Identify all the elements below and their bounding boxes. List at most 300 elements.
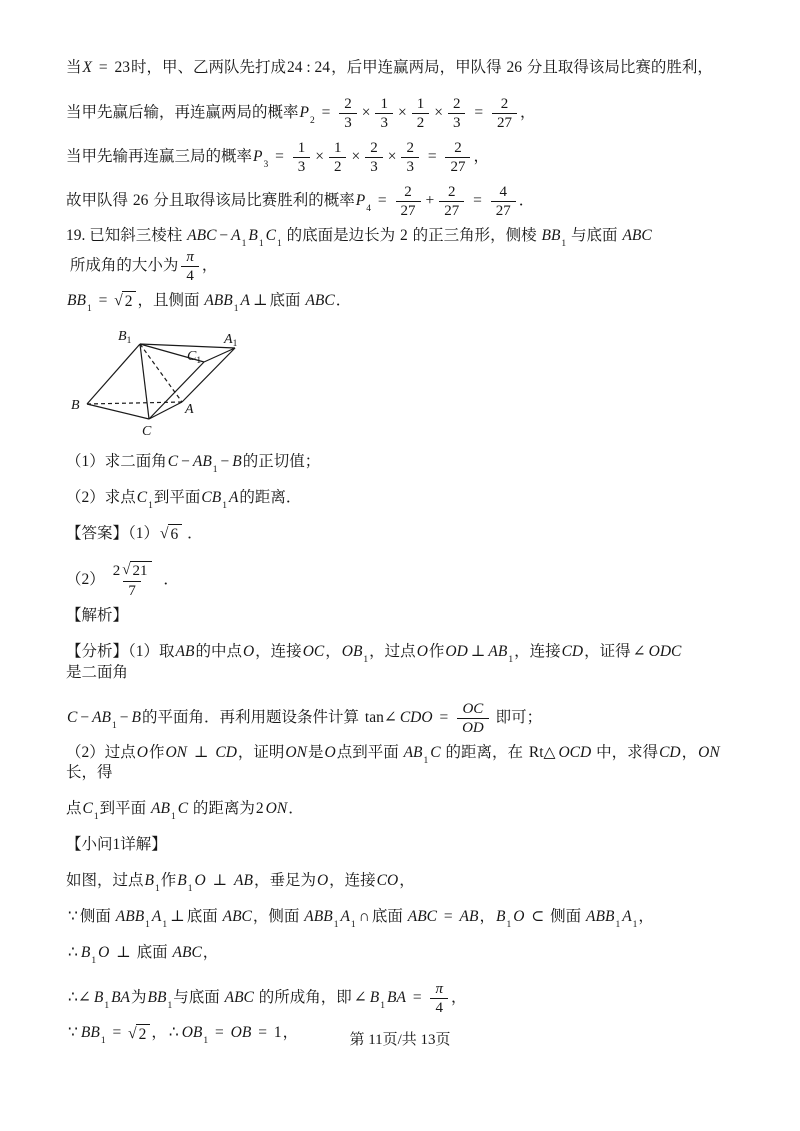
math-variable: ABC bbox=[305, 291, 335, 309]
math-operator: ∵ bbox=[68, 908, 78, 926]
vertex-label: C bbox=[142, 423, 152, 439]
text-run: 【解析】 bbox=[66, 606, 129, 624]
text-run: 与底面 bbox=[173, 989, 224, 1007]
text-line bbox=[66, 291, 738, 315]
math-variable: $OB_1$ bbox=[181, 1024, 209, 1047]
text-run: 的所成角，即 bbox=[254, 989, 352, 1007]
fraction-numerator bbox=[430, 980, 448, 998]
math-operator: = bbox=[94, 291, 112, 309]
vertex-label: $A_1$ bbox=[224, 331, 238, 349]
text-run: ， bbox=[325, 642, 341, 660]
math-subscript: 1 bbox=[380, 1001, 385, 1012]
math-number: 2 bbox=[344, 96, 352, 112]
math-operator: ⊥ bbox=[170, 908, 185, 926]
math-variable: $ABB_1$ bbox=[586, 908, 621, 931]
math-number: 27 bbox=[495, 203, 511, 219]
text-line bbox=[66, 871, 738, 895]
text-run: 【答案】（1） bbox=[66, 524, 160, 542]
math-variable: $BB_1$ bbox=[67, 291, 92, 315]
math-variable: ON bbox=[698, 743, 720, 761]
content-block-top bbox=[66, 58, 738, 315]
math-number: 24 : 24 bbox=[287, 59, 331, 77]
math-number: 26 bbox=[132, 192, 149, 210]
math-variable: O bbox=[324, 743, 336, 761]
fraction-denominator bbox=[491, 201, 516, 220]
text-run: 当甲先赢后输，再连赢两局的概率 bbox=[66, 104, 299, 122]
math-variable: O bbox=[194, 872, 206, 890]
math-variable: ON bbox=[285, 743, 307, 761]
prism-figure bbox=[62, 327, 738, 442]
math-number: 3 bbox=[344, 115, 352, 131]
math-variable: AB bbox=[175, 642, 195, 660]
math-variable: $P_2$ bbox=[299, 104, 315, 127]
math-variable: ABC bbox=[622, 227, 652, 244]
math-number: 1 bbox=[297, 140, 306, 156]
fraction bbox=[365, 139, 383, 176]
math-variable: $B_1$ bbox=[80, 944, 97, 967]
math-operator: = bbox=[374, 192, 391, 210]
math-variable: BA bbox=[387, 989, 406, 1007]
fraction bbox=[375, 95, 393, 132]
fraction-denominator bbox=[448, 113, 466, 132]
math-subscript: 1 bbox=[162, 920, 168, 931]
radicand bbox=[122, 291, 137, 311]
math-variable: C bbox=[177, 800, 189, 818]
fraction-numerator bbox=[496, 95, 514, 113]
figure-edge bbox=[149, 402, 182, 419]
math-number: 2 bbox=[333, 159, 342, 175]
text-run: 底面 bbox=[136, 944, 172, 962]
text-run: 是二面角 bbox=[66, 663, 129, 681]
math-variable: ABC bbox=[224, 989, 254, 1007]
math-operator: = bbox=[423, 148, 441, 166]
fraction-denominator bbox=[412, 113, 430, 132]
math-variable: ON bbox=[165, 743, 188, 761]
math-number: 2 bbox=[416, 115, 425, 131]
text-run: ， bbox=[282, 1024, 299, 1042]
fraction-numerator bbox=[412, 95, 430, 113]
text-line bbox=[66, 799, 738, 823]
math-operator: ⊥ bbox=[112, 944, 135, 962]
math-operator: ⊥ bbox=[252, 291, 268, 309]
fraction bbox=[293, 139, 311, 176]
math-variable: $B_1$ bbox=[177, 872, 193, 895]
math-number: 2 bbox=[112, 562, 121, 579]
text-line bbox=[66, 138, 738, 177]
figure-edge bbox=[87, 344, 140, 404]
math-variable: O bbox=[316, 872, 329, 890]
text-run: 当 bbox=[66, 59, 82, 77]
math-number: 23 bbox=[114, 59, 130, 77]
math-subscript: 1 bbox=[241, 239, 247, 250]
fraction-denominator bbox=[123, 581, 141, 600]
text-run: 点 bbox=[66, 800, 82, 818]
math-variable: ABC bbox=[172, 944, 202, 962]
math-variable: O bbox=[242, 642, 255, 660]
math-variable: C bbox=[167, 452, 179, 470]
math-variable: ABC bbox=[407, 908, 438, 926]
math-subscript: 1 bbox=[561, 239, 567, 250]
fraction bbox=[491, 183, 516, 220]
math-variable: $B_1$ bbox=[248, 227, 264, 250]
text-run: ， bbox=[479, 908, 495, 926]
fraction-numerator bbox=[293, 139, 311, 157]
math-subscript: 1 bbox=[233, 304, 239, 315]
math-number: 1 bbox=[416, 96, 425, 112]
text-run: 作 bbox=[160, 872, 177, 890]
math-variable: AB bbox=[459, 908, 479, 926]
text-run: 为 bbox=[131, 989, 147, 1007]
math-operator: ∠ bbox=[353, 989, 367, 1007]
math-variable: OD bbox=[462, 719, 484, 736]
math-operator: × bbox=[351, 148, 361, 166]
math-variable: $CB_1$ bbox=[201, 488, 227, 512]
math-number: 27 bbox=[450, 159, 466, 175]
text-line bbox=[66, 743, 738, 785]
text-line bbox=[66, 226, 738, 286]
math-variable: OB bbox=[230, 1024, 252, 1042]
math-variable: $AB_1$ bbox=[192, 452, 218, 476]
text-line bbox=[66, 452, 738, 476]
text-run: ，连接 bbox=[514, 642, 561, 660]
math-operator: × bbox=[315, 148, 324, 166]
math-variable: OD bbox=[445, 642, 468, 660]
math-subscript: 1 bbox=[363, 654, 369, 665]
math-number: 27 bbox=[496, 115, 512, 131]
text-run: ， bbox=[473, 148, 489, 166]
math-number: 2 bbox=[138, 1025, 147, 1043]
math-variable: $B_1$ bbox=[144, 872, 160, 895]
math-variable: BA bbox=[111, 989, 131, 1007]
math-number: 1 bbox=[380, 96, 388, 112]
math-number: 3 bbox=[297, 159, 306, 175]
math-number: 3 bbox=[370, 159, 378, 175]
fraction-numerator bbox=[449, 139, 467, 157]
figure-edge bbox=[87, 404, 149, 419]
math-number: 2 bbox=[406, 140, 414, 156]
text-run: 19. 已知斜三棱柱 bbox=[66, 227, 187, 244]
text-run: 中，求得 bbox=[592, 743, 659, 761]
fraction-denominator bbox=[439, 201, 464, 220]
fraction-denominator bbox=[339, 113, 357, 132]
math-number: 2 bbox=[255, 800, 264, 818]
text-run: ， bbox=[202, 944, 219, 962]
fraction bbox=[412, 95, 430, 132]
fraction bbox=[396, 183, 421, 220]
math-variable: C bbox=[430, 743, 441, 761]
math-number: 1 bbox=[273, 1024, 282, 1042]
text-run: 【分析】（1）取 bbox=[66, 642, 175, 660]
math-subscript: 1 bbox=[100, 1036, 106, 1047]
fraction-numerator bbox=[329, 139, 347, 157]
fraction-numerator bbox=[339, 95, 357, 113]
radical-sign: √ bbox=[122, 561, 131, 578]
text-line bbox=[66, 524, 738, 545]
text-run: ，垂足为 bbox=[253, 872, 316, 890]
text-line bbox=[66, 979, 738, 1018]
math-variable: π bbox=[186, 248, 194, 265]
figure-edge bbox=[87, 402, 182, 404]
math-variable: X bbox=[82, 59, 92, 77]
math-operator: − bbox=[119, 708, 129, 726]
radicand bbox=[130, 561, 152, 581]
math-number: 2 bbox=[500, 96, 509, 112]
text-run: 到平面 bbox=[99, 800, 150, 818]
text-run: 的正三角形，侧棱 bbox=[408, 227, 541, 244]
fraction bbox=[339, 95, 357, 132]
text-line bbox=[66, 94, 738, 133]
math-operator: ∠ bbox=[632, 642, 646, 660]
math-number: 21 bbox=[132, 562, 148, 579]
text-run: 当甲先输再连赢三局的概率 bbox=[66, 148, 253, 166]
math-variable: CD bbox=[561, 642, 584, 660]
text-run: 长，得 bbox=[66, 764, 113, 782]
math-variable: O bbox=[136, 743, 148, 761]
text-run: ，过点 bbox=[369, 642, 416, 660]
fraction-denominator bbox=[445, 157, 470, 176]
math-variable: $AB_1$ bbox=[403, 743, 429, 766]
math-variable: $AB_1$ bbox=[488, 642, 514, 665]
square-root bbox=[160, 524, 182, 544]
figure-edge bbox=[140, 344, 149, 419]
text-line bbox=[66, 907, 738, 931]
math-variable: π bbox=[435, 981, 443, 998]
text-line bbox=[66, 642, 738, 684]
math-operator: = bbox=[254, 1024, 271, 1042]
text-run: ， bbox=[201, 256, 218, 274]
radical-sign: √ bbox=[114, 292, 123, 310]
text-run: 底面 bbox=[269, 291, 305, 309]
fraction-numerator bbox=[181, 248, 199, 266]
figure-edge bbox=[149, 362, 204, 419]
math-subscript: 1 bbox=[112, 720, 117, 731]
fraction-numerator bbox=[108, 561, 157, 581]
math-number: 27 bbox=[444, 203, 460, 219]
math-number: 1 bbox=[333, 140, 342, 156]
text-run: 的底面是边长为 bbox=[282, 227, 399, 244]
math-number: 4 bbox=[435, 1000, 443, 1017]
text-run: （2）过点 bbox=[66, 743, 136, 761]
math-subscript: 1 bbox=[145, 920, 150, 931]
math-operator: ⊥ bbox=[470, 642, 486, 660]
math-variable: OC bbox=[302, 642, 325, 660]
fraction-numerator bbox=[401, 139, 419, 157]
math-variable: $BB_1$ bbox=[147, 989, 173, 1012]
math-number: 2 bbox=[404, 184, 412, 200]
math-variable: CO bbox=[376, 872, 399, 890]
math-subscript: 1 bbox=[258, 239, 264, 250]
text-run: 分且取得该局比赛的胜利， bbox=[522, 59, 713, 77]
text-run: ． bbox=[335, 291, 352, 309]
math-variable: CDO bbox=[399, 708, 433, 726]
math-variable: ON bbox=[265, 800, 288, 818]
text-run: 时，甲、乙两队先打成 bbox=[130, 59, 286, 77]
vertex-label: $C_1$ bbox=[187, 348, 202, 366]
fraction-denominator bbox=[365, 157, 383, 176]
fraction-denominator bbox=[293, 157, 311, 176]
math-subscript: 1 bbox=[615, 920, 621, 931]
fraction-numerator bbox=[457, 700, 488, 718]
math-operator: − bbox=[220, 452, 230, 470]
text-run: 的距离． bbox=[239, 488, 302, 506]
text-run: ，连接 bbox=[255, 642, 302, 660]
text-run: （2）求点 bbox=[66, 488, 136, 506]
math-number: 4 bbox=[186, 267, 194, 284]
math-operator: = bbox=[108, 1024, 126, 1042]
fraction bbox=[448, 95, 466, 132]
math-number: 2 bbox=[454, 140, 462, 156]
math-variable: $BB_1$ bbox=[80, 1024, 106, 1047]
prism-svg bbox=[62, 327, 262, 442]
radicand bbox=[168, 524, 183, 544]
math-operator: ⊂ bbox=[527, 908, 549, 926]
math-subscript: 1 bbox=[276, 239, 282, 250]
text-run: 是 bbox=[307, 743, 324, 761]
math-number: 4 bbox=[499, 184, 507, 200]
content-block-bottom bbox=[66, 452, 738, 1047]
math-operator: = bbox=[408, 989, 426, 1007]
math-subscript: 1 bbox=[93, 812, 99, 823]
math-variable: A bbox=[228, 488, 239, 506]
figure-edge bbox=[204, 348, 235, 362]
square-root bbox=[114, 291, 136, 311]
text-run: ，且侧面 bbox=[137, 291, 204, 309]
math-operator: = bbox=[470, 104, 487, 122]
fraction bbox=[108, 561, 157, 600]
math-variable: $C_1$ bbox=[265, 227, 282, 250]
math-operator: × bbox=[387, 148, 397, 166]
fraction-numerator bbox=[399, 183, 417, 201]
square-root bbox=[122, 561, 151, 581]
text-run: 到平面 bbox=[153, 488, 201, 506]
text-run: 底面 bbox=[371, 908, 407, 926]
fraction bbox=[181, 248, 199, 285]
text-run: ，证明 bbox=[237, 743, 285, 761]
math-operator: ∴∠ bbox=[68, 989, 91, 1007]
text-run: 如图，过点 bbox=[66, 872, 144, 890]
fraction-numerator bbox=[448, 95, 466, 113]
math-subscript: 1 bbox=[212, 465, 218, 476]
math-number: 2 bbox=[124, 293, 133, 311]
math-operator: × bbox=[361, 104, 371, 122]
math-variable: $A_1$ bbox=[622, 908, 638, 931]
math-variable: OCD bbox=[558, 743, 592, 761]
math-number: 6 bbox=[170, 526, 179, 544]
math-operator: − bbox=[181, 452, 190, 470]
math-number: 3 bbox=[452, 115, 461, 131]
vertex-label: A bbox=[185, 401, 194, 417]
fraction bbox=[457, 700, 489, 737]
math-operator: ⊥ bbox=[190, 743, 213, 761]
math-operator: tan∠ bbox=[364, 708, 397, 726]
math-variable: $P_4$ bbox=[355, 192, 371, 215]
math-subscript: 4 bbox=[366, 204, 371, 215]
math-subscript: 1 bbox=[154, 884, 160, 895]
text-line bbox=[66, 182, 738, 221]
math-subscript: 1 bbox=[350, 920, 356, 931]
math-variable: O bbox=[513, 908, 525, 926]
text-run: ，证得 bbox=[584, 642, 631, 660]
math-number: 3 bbox=[406, 159, 414, 175]
text-line bbox=[66, 699, 738, 738]
math-variable: $OB_1$ bbox=[341, 642, 369, 665]
math-variable: $P_3$ bbox=[253, 148, 269, 171]
text-run: 的平面角．再利用题设条件计算 bbox=[142, 708, 363, 726]
math-operator: = bbox=[469, 192, 486, 210]
text-run: 侧面 bbox=[79, 908, 115, 926]
math-subscript: 1 bbox=[632, 920, 638, 931]
math-variable: OC bbox=[462, 700, 484, 717]
math-variable: B bbox=[232, 452, 242, 470]
math-variable: $ABB_1$ bbox=[115, 908, 150, 931]
math-operator: ∴ bbox=[168, 1024, 179, 1042]
math-subscript: 1 bbox=[508, 654, 514, 665]
fraction-numerator bbox=[495, 183, 513, 201]
math-variable: $ABB_1$ bbox=[204, 291, 239, 315]
fraction bbox=[492, 95, 517, 132]
math-subscript: 1 bbox=[187, 884, 193, 895]
text-run: 点到平面 bbox=[336, 743, 403, 761]
math-number: 26 bbox=[506, 59, 522, 77]
text-run: ， bbox=[399, 872, 415, 890]
text-run: ，连接 bbox=[329, 872, 376, 890]
math-subscript: 2 bbox=[309, 116, 315, 127]
math-variable: $AB_1$ bbox=[92, 708, 117, 731]
math-operator: = bbox=[440, 908, 457, 926]
math-subscript: 1 bbox=[148, 501, 153, 512]
math-subscript: 1 bbox=[170, 812, 176, 823]
math-variable: $A_1$ bbox=[340, 908, 356, 931]
fraction-denominator bbox=[396, 201, 421, 220]
fraction-denominator bbox=[457, 718, 489, 737]
text-run: 底面 bbox=[186, 908, 222, 926]
text-run: ， bbox=[450, 989, 467, 1007]
math-subscript: 1 bbox=[91, 956, 97, 967]
page-number: 第 11页/共 13页 bbox=[349, 1032, 451, 1048]
math-operator: = bbox=[317, 104, 335, 122]
math-subscript: 1 bbox=[86, 304, 92, 315]
text-run: 作 bbox=[428, 642, 445, 660]
text-run: 作 bbox=[148, 743, 165, 761]
math-variable: ODC bbox=[648, 642, 682, 660]
math-number: 2 bbox=[452, 96, 461, 112]
text-line bbox=[66, 58, 738, 79]
math-number: 3 bbox=[380, 115, 388, 131]
text-run: 的距离为 bbox=[189, 800, 255, 818]
text-run: ，后甲连赢两局，甲队得 bbox=[331, 59, 506, 77]
math-operator: ∵ bbox=[68, 1024, 78, 1042]
text-run: 分且取得该局比赛胜利的概率 bbox=[149, 192, 355, 210]
math-variable: $C_1$ bbox=[136, 488, 153, 512]
text-run: ． bbox=[159, 570, 179, 588]
text-run: ． bbox=[288, 800, 304, 818]
math-variable: O bbox=[416, 642, 428, 660]
math-variable: $AB_1$ bbox=[151, 800, 176, 823]
math-variable: $BB_1$ bbox=[541, 227, 567, 250]
math-variable: C bbox=[67, 708, 78, 726]
math-variable: AB bbox=[234, 872, 253, 890]
fraction-denominator bbox=[492, 113, 517, 132]
text-run: 的正切值； bbox=[242, 452, 321, 470]
fraction-denominator bbox=[401, 157, 419, 176]
radical-sign: √ bbox=[160, 525, 169, 543]
fraction bbox=[445, 139, 470, 176]
math-number: 2 bbox=[399, 227, 408, 244]
math-operator: = bbox=[271, 148, 288, 166]
fraction-denominator bbox=[430, 998, 448, 1017]
math-operator: ∴ bbox=[68, 944, 78, 962]
fraction-denominator bbox=[181, 266, 199, 285]
